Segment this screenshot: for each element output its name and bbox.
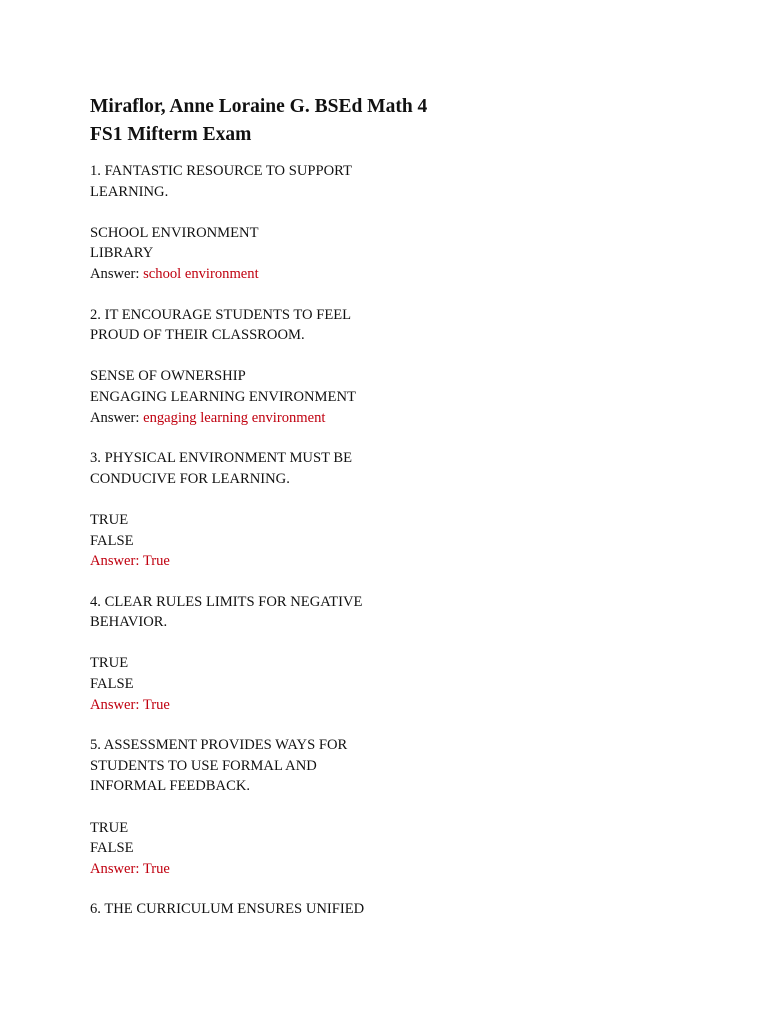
student-name-heading: Miraflor, Anne Loraine G. BSEd Math 4 — [90, 96, 428, 117]
exam-title-heading: FS1 Mifterm Exam — [90, 124, 252, 145]
answer-label: Answer: — [90, 409, 144, 426]
option-line: TRUE — [90, 819, 129, 836]
question-1 — [90, 161, 690, 285]
question-prompt-line: 2. IT ENCOURAGE STUDENTS TO FEEL — [90, 306, 352, 323]
question-prompt-line: 1. FANTASTIC RESOURCE TO SUPPORT — [90, 163, 352, 179]
question-prompt-line: 6. THE CURRICULUM ENSURES UNIFIED — [90, 901, 365, 918]
option-line: ENGAGING LEARNING ENVIRONMENT — [90, 388, 356, 405]
spacer — [90, 633, 690, 654]
spacer — [90, 489, 690, 510]
answer-label: Answer: — [90, 265, 144, 282]
option-line: FALSE — [90, 532, 134, 549]
question-5 — [90, 735, 690, 879]
question-prompt-line: PROUD OF THEIR CLASSROOM. — [90, 327, 305, 344]
spacer — [90, 346, 690, 367]
answer-line: Answer: True — [90, 553, 170, 570]
option-line: SCHOOL ENVIRONMENT — [90, 224, 259, 241]
question-prompt-line: 3. PHYSICAL ENVIRONMENT MUST BE — [90, 450, 353, 467]
option-line: SENSE OF OWNERSHIP — [90, 368, 246, 385]
question-6 — [90, 899, 690, 920]
spacer — [90, 797, 690, 818]
question-4 — [90, 592, 690, 716]
option-line: TRUE — [90, 511, 129, 528]
answer-value: school environment — [143, 265, 259, 282]
answer-value: engaging learning environment — [143, 409, 326, 426]
question-prompt-line: LEARNING. — [90, 183, 169, 200]
question-prompt-line: 4. CLEAR RULES LIMITS FOR NEGATIVE — [90, 593, 363, 610]
option-line: FALSE — [90, 840, 134, 857]
answer-line: Answer: True — [90, 860, 170, 877]
option-line: TRUE — [90, 655, 129, 672]
answer-line — [90, 264, 690, 285]
option-line: FALSE — [90, 676, 134, 693]
question-3 — [90, 448, 690, 572]
option-line: LIBRARY — [90, 245, 154, 262]
question-prompt-line: CONDUCIVE FOR LEARNING. — [90, 470, 290, 487]
question-prompt-line: 5. ASSESSMENT PROVIDES WAYS FOR — [90, 737, 348, 754]
question-prompt-line: BEHAVIOR. — [90, 614, 168, 631]
question-prompt-line: STUDENTS TO USE FORMAL AND — [90, 757, 317, 774]
question-prompt-line: INFORMAL FEEDBACK. — [90, 778, 251, 795]
question-2 — [90, 305, 690, 429]
answer-line — [90, 408, 690, 429]
exam-document — [90, 93, 690, 940]
answer-line: Answer: True — [90, 696, 170, 713]
spacer — [90, 202, 690, 223]
